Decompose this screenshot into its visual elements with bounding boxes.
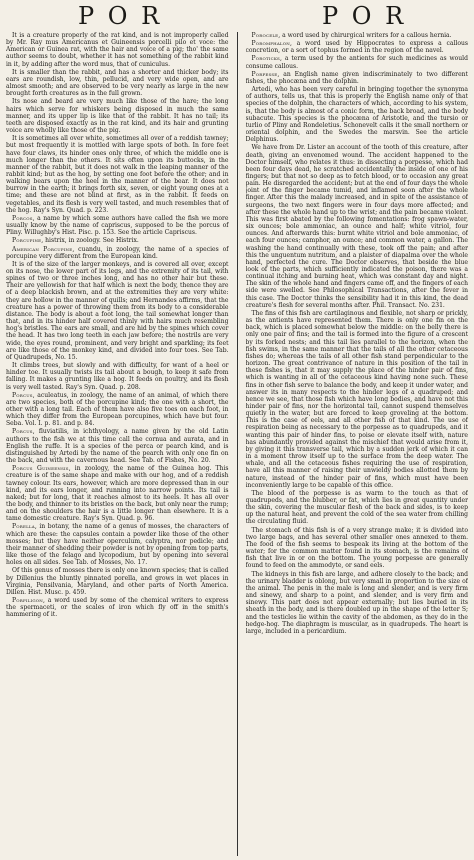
entry-text: histrix, in zoology. See Histrix.: [45, 237, 139, 245]
dictionary-entry: Porcus, fluviatilis, in ichthyology, a name given by the old Latin authors to the fish we at this time call the cornua and aurata, and in English the ruffe. It is a species of the perca or pearch kind, and is distinguished by Artedi by the name of the pearch with only one fin on the back, and with the cavernous head. See Tab. of Fishes, No. 20.: [6, 428, 229, 465]
left-column: [6, 32, 229, 856]
running-head: [0, 3, 474, 29]
entry-headword: Poroticks: [251, 55, 280, 63]
dictionary-entry: [246, 310, 469, 489]
dictionary-entry: Poromphalon, a word used by Hippocrates to express a callous concretion, or a sort of tophus formed in the region of the navel.: [245, 40, 468, 55]
entry-text: The kidneys in this fish are large, and adhere closely to the back; and the urinary bladder is oblong, but very small in proportion to the size of the animal. The penis in the male is long and slender, and is very firm and sinewy, and sharp to a point, and slender, and is very firm and sinewy. This part does not appear externally; but lies buried in its sheath in the body, and is there doubled up in the shape of the letter S; and the testicles lie within the cavity of the abdomen, as they do in the hedge-hog. The diaphragm is muscular, as in quadrupeds. The heart is large, included in a pericardium.: [245, 570, 468, 635]
dictionary-entry: Porella, in botany, the name of a genus of mosses, the characters of which are these: the capsules contain a powder like those of the other mosses; but they have neither operculum, calyptra, nor pedicle; and their manner of shedding their powder is not by opening from top parts, like those of the felago and lycopodium, but by opening into several holes on all sides. See Tab. of Mosses, No. 17.: [6, 523, 229, 567]
dictionary-entry: [6, 261, 229, 361]
entry-text: a word used by Hippocrates to express a callous concretion, or a sort of tophus formed in the region of the navel.: [245, 40, 468, 55]
entry-headword: Porella: [12, 523, 35, 531]
dictionary-entry: [6, 69, 229, 98]
entry-headword: Porfiligon: [12, 597, 43, 605]
dictionary-entry: [6, 98, 229, 134]
dictionary-entry: Poroticks, a term used by the antients for such medicines as would consume callous.: [245, 55, 468, 70]
entry-text: The stomach of this fish is of a very strange make; it is divided into two large bags, and has several other smaller ones annexed to them. The food of the fish seems to bespeak its living at the bottom of the water; for the common matter found in its stomach, is the remains of fish that live in or on the bottom. The young porpesse are generally found to feed on the ammodyte, or sand eels.: [245, 526, 468, 570]
dictionary-entry: [246, 86, 469, 143]
dictionary-entry: [6, 362, 229, 391]
dictionary-entry: Porpesse, an English name given indiscriminately to two different fishes, the phocæna and the dolphin.: [245, 70, 468, 85]
dictionary-entry: [246, 527, 469, 570]
dictionary-entry: American Porcupine, cuandu, in zoology, the name of a species of porcupine very different from the European kind.: [6, 245, 229, 260]
entry-headword: Porcos: [12, 214, 33, 222]
column-divider: [237, 32, 238, 856]
entry-text: It is of the size of the larger monkeys, and is covered all over, except on its nose, the lower part of its legs, and the extremity of its tail, with spines of two or three inches long, and has no other hair but these. Their are yellowish for that half which is next the body, thence they are of a deep blackish brown, and at the extremities they are very white: they are hollow in the manner of quills; and Hernandes affirms, that the creature has a power of throwing them from its body to a considerable distance. The body is about a foot long, the tail somewhat longer than that, and in its hinder half covered thinly with hairs much resembling hog's bristles. The ears are small, and are hid by the spines which cover the head. It has two long teeth in each jaw before; the nostrils are very wide, the eyes round, prominent, and very bright and sparkling; its feet are like those of the monkey kind, and divided into four toes. See Tab. of Quadrupeds, No. 15.: [6, 260, 229, 361]
entry-text: in zoology, the name of the Guinea hog. This creature is of the same shape and make with our hog, and of a reddish tawney colour. Its ears, however, which are more depressed than in our kind, and its ears longer, and running into narrow points. Its tail is naked; but for long, that it reaches almost to its heels. It has all over the body, and thinner to its bristles on the back, but only near the rump; and on the shoulders the hair is a little longer than elsewhere. It is a tame domestic creature. Ray's Syn. Quad. p. 96.: [6, 465, 229, 523]
text-columns: [6, 32, 468, 856]
entry-text: It is sometimes all over white, sometimes all over of a reddish tawney; but most frequently it is mottled with large spots of both. In fore feet have four claws, its hinder ones only three, of which the middle one is much longer than the others. It sits often upon its buttocks, in the manner of the rabbit, but it does not walk in the leaping manner of the rabbit kind; but as the hog, by setting one foot before the other; and in walking bears upon the heel in the manner of the bear. It does not burrow in the earth; it brings forth six, seven, or eight young ones at a time; and these are not blind at first, as in the rabbit. It feeds on vegetables, and its flesh is very well tasted, and much resembles that of the hog. Ray's Syn. Quad. p. 223.: [6, 135, 229, 214]
dictionary-entry: Porcus, aculeatus, in zoology, the name of an animal, of which there are two species, both of the porcupine kind; the one with a short, the other with a long tail. Each of them have also five toes on each foot, in which they differ from the European porcupines, which have but four. Seba. Vol. I. p. 81. and p. 84.: [6, 391, 229, 428]
dictionary-entry: Porcupine, histrix, in zoology. See Histrix.: [12, 237, 139, 245]
dictionary-entry: [246, 490, 469, 526]
dictionary-entry: [246, 571, 469, 635]
entry-headword: Porcus: [12, 428, 33, 436]
entry-headword: Porcus Guineensis: [12, 465, 69, 473]
entry-text: The fins of this fish are cartilaginous and flexible, not sharp or prickly, as the antients have represented them. There is only one fin on the back, which is placed somewhat below the middle: on the belly there is only one pair of fins; and the tail is formed into the figure of a crescent by its forked nests; and this tail lies parallel to the horizon, when the fish swims, in the same manner that the tails of all the other cetaceous fishes do; whereas the tails of all other fish stand perpendicular to the horizon. The great contrivance of nature in this position of the tail in these fishes is, that it may supply the place of the hinder pair of fins, which is wanting in all of the cetaceous kind having none such. These fins in other fish serve to balance the body, and keep it under water, and answer its in many respects to the hinder legs of a quadruped; and hence we see, that those fish which have long bodies, and have not this hinder pair of fins, nor the horizontal tail, cannot suspend themselves quietly in the water, but are forced to keep groveling at the bottom. This is the case of eels, and all other fish of that kind. The use of respiration being as necessary to the porpesse as to quadrupeds, and it wanting this pair of hinder fins, to poise or elevate itself with, nature has abundantly provided against the mischief that would arise from it, by giving it this transverse tail, which by a sudden jerk of which it can in a moment throw itself up to the surface from the deep water. The whale, and all the cetaceous fishes requiring the use of respiration, have all this manner of raising their unwieldy bodies allotted them by nature, instead of the hinder pair of fins, which must have been inconveniently large to be capable of this office.: [245, 309, 468, 489]
entry-text: Its nose and beard are very much like those of the hare; the long hairs which serve for whiskers being disposed in much the same manner, and its upper lip is like that of the rabbit. It has no tail; its teeth are disposed exactly as in the rat kind, and its hair and grunting voice are wholly like those of the pig.: [6, 98, 229, 135]
right-column: [246, 32, 469, 856]
dictionary-entry: Porcos, a name by which some authors have called the fish we more usually know by the name of capriscus, supposed to be the porcus of Pliny. Willughby's Hist. Pisc. p. 153. See the article Capriscus.: [6, 214, 229, 237]
entry-headword: Porpesse: [251, 70, 278, 78]
entry-headword: American Porcupine: [12, 245, 73, 253]
entry-text: a word used by some of the chemical writers to express the spermaceti, or the scales of iron which fly off in the smith's hammering of it.: [6, 597, 229, 619]
entry-text: in botany, the name of a genus of mosses, the characters of which are these: the capsules contain a powder like those of the other mosses; but they have neither operculum, calyptra, nor pedicle; and their manner of shedding their powder is not by opening from top parts, like those of the felago and lycopodium, but by opening into several holes on all sides. See Tab. of Mosses, No. 17.: [6, 523, 229, 567]
entry-text: It climbs trees, but slowly and with difficulty, for want of a heel or hinder toe. It usually twists its tail about a bough, to keep it safe from falling. It makes a grunting like a hog. It feeds on poultry, and its flesh is very well tasted. Ray's Syn. Quad. p. 208.: [6, 362, 229, 391]
running-head-right: P O R: [322, 2, 407, 30]
entry-text: a name by which some authors have called the fish we more usually know by the name of capriscus, supposed to be the porcus of Pliny. Willughby's Hist. Pisc. p. 153. See the article Capriscus.: [6, 214, 229, 237]
entry-headword: Porcupine: [12, 237, 42, 245]
entry-text: Of this genus of mosses there is only one known species; that is called by Dillenius the bluntly pinnated porella, and grows in wet places in Virginia, Pensilvania, Maryland, and other parts of North America. Dillen. Hist. Musc. p. 459.: [6, 567, 229, 596]
dictionary-entry: [246, 144, 469, 309]
entry-text: It is a creature properly of the rat kind, and is not improperly called by Mr. Ray mus Americanus et Guineensis porcelli pilo et voce: the American or Guinea rat, with the hair and voice of a pig; tho' the same author seems to doubt, whether it has not something of the rabbit kind in it, by adding after the word mus, that of cuniculus.: [6, 32, 229, 68]
dictionary-entry: Porocele, a word used by chirurgical writers for a callous hernia.: [251, 32, 452, 39]
dictionary-entry: [6, 32, 229, 68]
entry-text: We have from Dr. Lister an account of the tooth of this creature, after death, giving an envenomed wound. The accident happened to the Doctor himself, who relates it thus: in dissecting a porpesse, which had been four days dead, he scratched accidentally the inside of one of his fingers; but that not so deep as to fetch blood, or to occasion any great pain. He disregarded the accident; but at the end of four days the whole joint of the finger became tumid, and inflamed soon after the whole finger. After this the malady increased, and in spite of the assistance of surgeons, the two next fingers were in four days more affected; and after these the whole hand up to the wrist; and the pain became violent. This was first abated by the following fomentations: frog spawn-water, six ounces; bole ammoniac, an ounce and half; white vitriol, four ounces. And afterwards this: burnt white vitriol and bole ammoniac, of each four ounces; camphor, an ounce; and common water, a gallon. The washing the hand continually with these, took off the pain; and after this the unguentum nutritum, and a plaister of diapalma over the whole hand, perfected the cure. The Doctor observes, that beside the blue look of the parts, which sufficiently indicated the poison, there was a continual itching and burning heat, which was constant day and night. The skin of the whole hand and fingers came off, and the fingers of each side were swelled. See Philosophical Transactions, after the fever in this case. The Doctor thinks the sensibility had it in this kind, the dead creature's flesh for several months after. Phil. Transact. No. 231.: [245, 144, 468, 309]
entry-text: aculeatus, in zoology, the name of an animal, of which there are two species, both of the porcupine kind; the one with a short, the other with a long tail. Each of them have also five toes on each foot, in which they differ from the European porcupines, which have but four. Seba. Vol. I. p. 81. and p. 84.: [6, 391, 229, 428]
entry-text: cuandu, in zoology, the name of a species of porcupine very different from the European kind.: [6, 245, 229, 260]
entry-text: a term used by the antients for such medicines as would consume callous.: [245, 55, 468, 70]
entry-text: It is smaller than the rabbit, and has a shorter and thicker body; its ears are roundish, low, thin, pellucid, and very wide open, and are almost smooth; and are observed to be very nearly as large in the new brought forth creatures as in the full grown.: [6, 68, 229, 98]
entry-headword: Porocele: [251, 32, 279, 39]
entry-text: fluviatilis, in ichthyology, a name given by the old Latin authors to the fish we at this time call the cornua and aurata, and in English the ruffe. It is a species of the perca or pearch kind, and is distinguished by Artedi by the name of the pearch with only one fin on the back, and with the cavernous head. See Tab. of Fishes, No. 20.: [6, 428, 229, 465]
entry-headword: Poromphalon: [251, 40, 290, 48]
running-head-left: P O R: [78, 2, 163, 30]
entry-text: Artedi, who has been very careful in bringing together the synonyma of authors, tells us, that this is properly the English name only of that species of the dolphin, the characters of which, according to his system, is, that the body is almost of a conic form, the back broad, and the body subacute. This species is the phocæna of Aristotle, and the tursio or turlio of Pliny and Rondeletius. Schonevelt calls it the small northern or oriental dolphin, and the Swedes the marsvin. See the article Delphinus.: [245, 86, 468, 144]
dictionary-entry: Porfiligon, a word used by some of the chemical writers to express the spermaceti, or the scales of iron which fly off in the smith's hammering of it.: [6, 597, 229, 619]
dictionary-entry: Porcus Guineensis, in zoology, the name of the Guinea hog. This creature is of the same shape and make with our hog, and of a reddish tawney colour. Its ears, however, which are more depressed than in our kind, and its ears longer, and running into narrow points. Its tail is naked; but for long, that it reaches almost to its heels. It has all over the body, and thinner to its bristles on the back, but only near the rump; and on the shoulders the hair is a little longer than elsewhere. It is a tame domestic creature. Ray's Syn. Quad. p. 96.: [6, 465, 229, 523]
dictionary-entry: [6, 567, 229, 596]
entry-text: a word used by chirurgical writers for a callous hernia.: [282, 32, 452, 39]
entry-text: an English name given indiscriminately to two different fishes, the phocæna and the dolphin.: [245, 70, 468, 85]
entry-text: The blood of the porpesse is as warm to the touch as that of quadrupeds, and the blubber, or fat, which lies in great quantity under the skin, covering the muscular flesh of the back and sides, is to keep up the natural heat, and prevent the cold of the sea water from chilling the circulating fluid.: [245, 489, 468, 526]
entry-headword: Porcus: [12, 391, 33, 399]
dictionary-entry: [6, 135, 229, 214]
